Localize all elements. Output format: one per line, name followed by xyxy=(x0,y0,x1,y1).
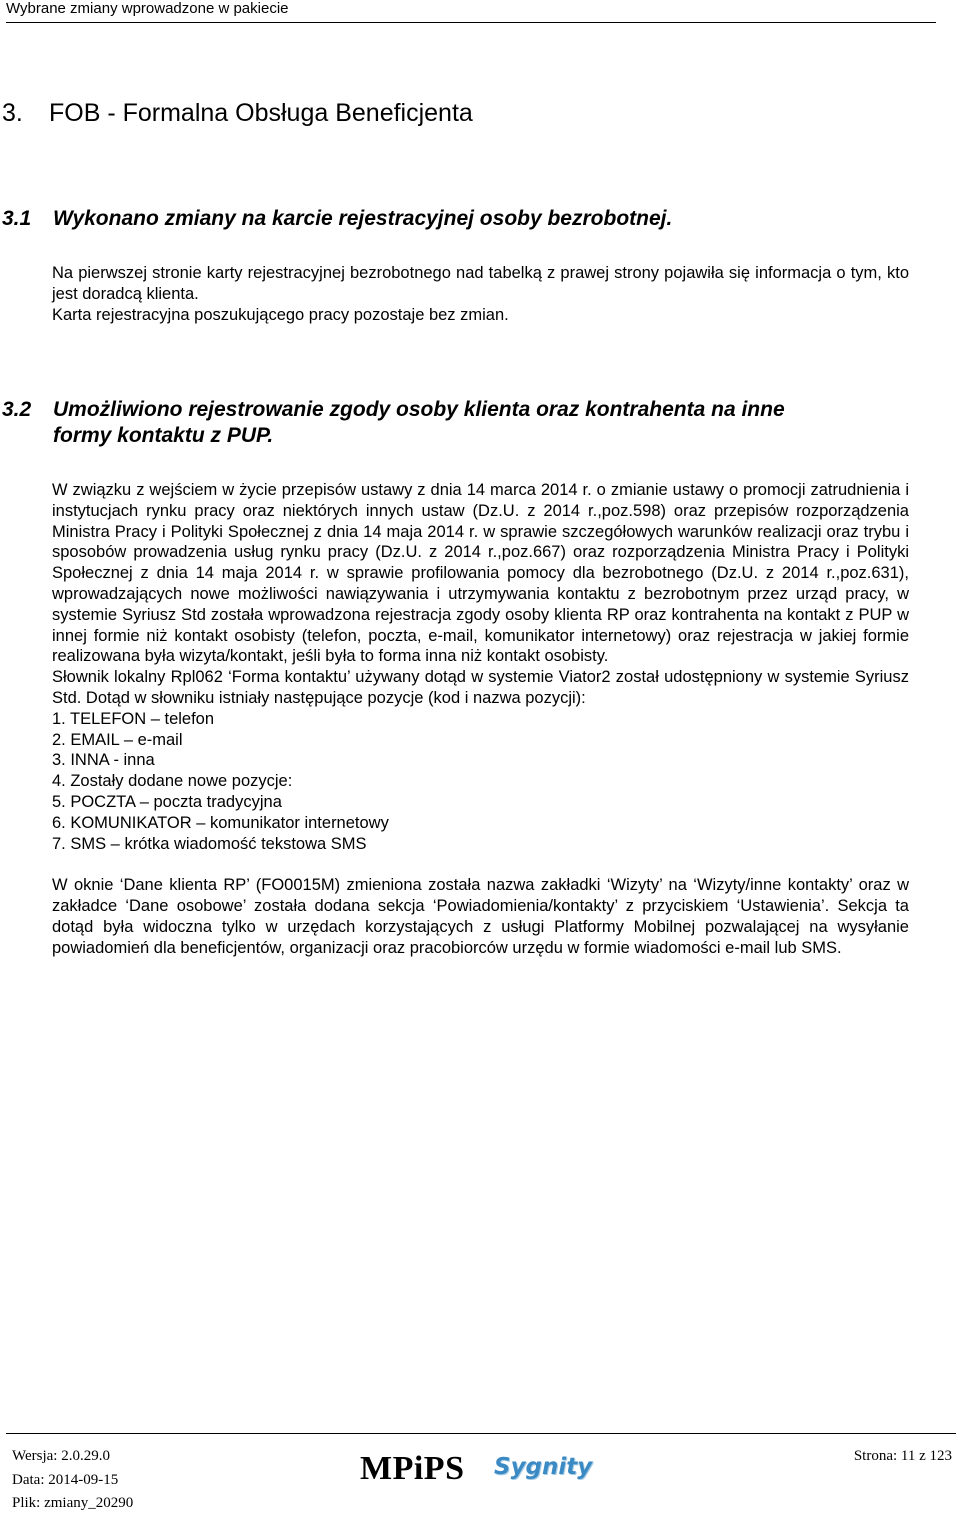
subsection-3-2-number: 3.2 xyxy=(2,398,32,421)
subsection-3-2-paragraph-2: Słownik lokalny Rpl062 ‘Forma kontaktu’ używany dotąd w systemie Viator2 został udostępniony w systemie Syriusz Std. Dotąd w słowniku istniały następujące pozycje (kod i nazwa pozycji): xyxy=(52,668,909,707)
footer-divider xyxy=(6,1433,956,1434)
footer-version: Wersja: 2.0.29.0 xyxy=(12,1448,110,1464)
subsection-3-1-body xyxy=(52,263,909,325)
subsection-3-2-heading xyxy=(2,397,862,449)
subsection-3-1-heading xyxy=(2,206,862,232)
subsection-3-2-paragraph-3: W oknie ‘Dane klienta RP’ (FO0015M) zmieniona została nazwa zakładki ‘Wizyty’ na ‘Wizyty/inne kontakty’ oraz w zakładce ‘Dane osobowe’ została dodana sekcja ‘Powiadomienia/kontakty’ z przyciskiem ‘Ustawienia’. Sekcja ta dotąd była widoczna tylko w urzędach korzystających z usługi Platformy Mobilnej pozwalającej na wysyłanie powiadomień dla beneficjentów, organizacji oraz pracobiorców urzędu w formie wiadomości e-mail lub SMS. xyxy=(52,876,909,957)
running-header-title: Wybrane zmiany wprowadzone w pakiecie xyxy=(6,0,289,17)
list-item: 4. Zostały dodane nowe pozycje: xyxy=(52,772,293,791)
sygnity-logo-text: Sygnity xyxy=(494,1454,593,1480)
list-item: 5. POCZTA – poczta tradycyjna xyxy=(52,792,282,811)
subsection-3-2-title-line-1: Umożliwiono rejestrowanie zgody osoby klienta oraz kontrahenta na inne xyxy=(53,398,785,421)
mpips-logo: MPiPS xyxy=(360,1450,465,1487)
footer-page-number: Strona: 11 z 123 xyxy=(853,1448,952,1464)
subsection-3-2-paragraph-1: W związku z wejściem w życie przepisów ustawy z dnia 14 marca 2014 r. o zmianie ustawy o promocji zatrudnienia i instytucjach rynku pracy oraz niektórych innych ustaw (Dz.U. z 2014 r.,poz.598) oraz przepisów rozporządzenia Ministra Pracy i Polityki Społecznej z dnia 14 maja 2014 r. w sprawie szczegółowych warunków realizacji oraz trybu i sposobów prowadzenia usług rynku pracy (Dz.U. z 2014 r.,poz.667) oraz rozporządzenia Ministra Pracy i Polityki Społecznej z dnia 14 maja 2014 r. w sprawie profilowania pomocy dla bezrobotnego (Dz.U. z 2014 r.,poz.631), wprowadzających nowe możliwości nawiązywania i utrzymywania kontaktu z bezrobotnym przez urząd pracy, w systemie Syriusz Std została wprowadzona rejestracja zgody osoby klienta RP oraz kontrahenta na kontakt z PUP w innej formie niż kontakt osobisty (telefon, poczta, e-mail, komunikator internetowy) oraz rejestracja w jakiej formie realizowana była wizyta/kontakt, jeśli była to forma inna niż kontakt osobisty. xyxy=(52,481,909,666)
list-item: 1. TELEFON – telefon xyxy=(52,709,215,728)
section-title: FOB - Formalna Obsługa Beneficjenta xyxy=(49,99,473,127)
forma-kontaktu-list xyxy=(52,709,909,855)
running-header xyxy=(6,0,936,23)
section-number: 3. xyxy=(2,99,23,127)
list-item: 2. EMAIL – e-mail xyxy=(52,730,183,749)
subsection-3-1-title: Wykonano zmiany na karcie rejestracyjnej osoby bezrobotnej. xyxy=(53,207,673,230)
sygnity-logo xyxy=(494,1452,592,1482)
footer-meta xyxy=(12,1445,133,1516)
list-item: 3. INNA - inna xyxy=(52,751,155,770)
footer-file: Plik: zmiany_20290 xyxy=(12,1495,134,1511)
spacer xyxy=(52,854,909,875)
subsection-3-1-paragraph-1: Na pierwszej stronie karty rejestracyjnej bezrobotnego nad tabelką z prawej strony pojawiła się informacja o tym, kto jest doradcą klienta. xyxy=(52,264,909,303)
list-item: 7. SMS – krótka wiadomość tekstowa SMS xyxy=(52,834,367,853)
subsection-3-2-title-line-2: formy kontaktu z PUP. xyxy=(53,424,274,447)
list-item: 6. KOMUNIKATOR – komunikator internetowy xyxy=(52,813,389,832)
footer-date: Data: 2014-09-15 xyxy=(12,1471,119,1488)
subsection-3-2-body xyxy=(52,480,909,958)
subsection-3-1-number: 3.1 xyxy=(2,207,32,230)
section-heading xyxy=(2,98,473,128)
subsection-3-1-paragraph-2: Karta rejestracyjna poszukującego pracy pozostaje bez zmian. xyxy=(52,305,509,324)
